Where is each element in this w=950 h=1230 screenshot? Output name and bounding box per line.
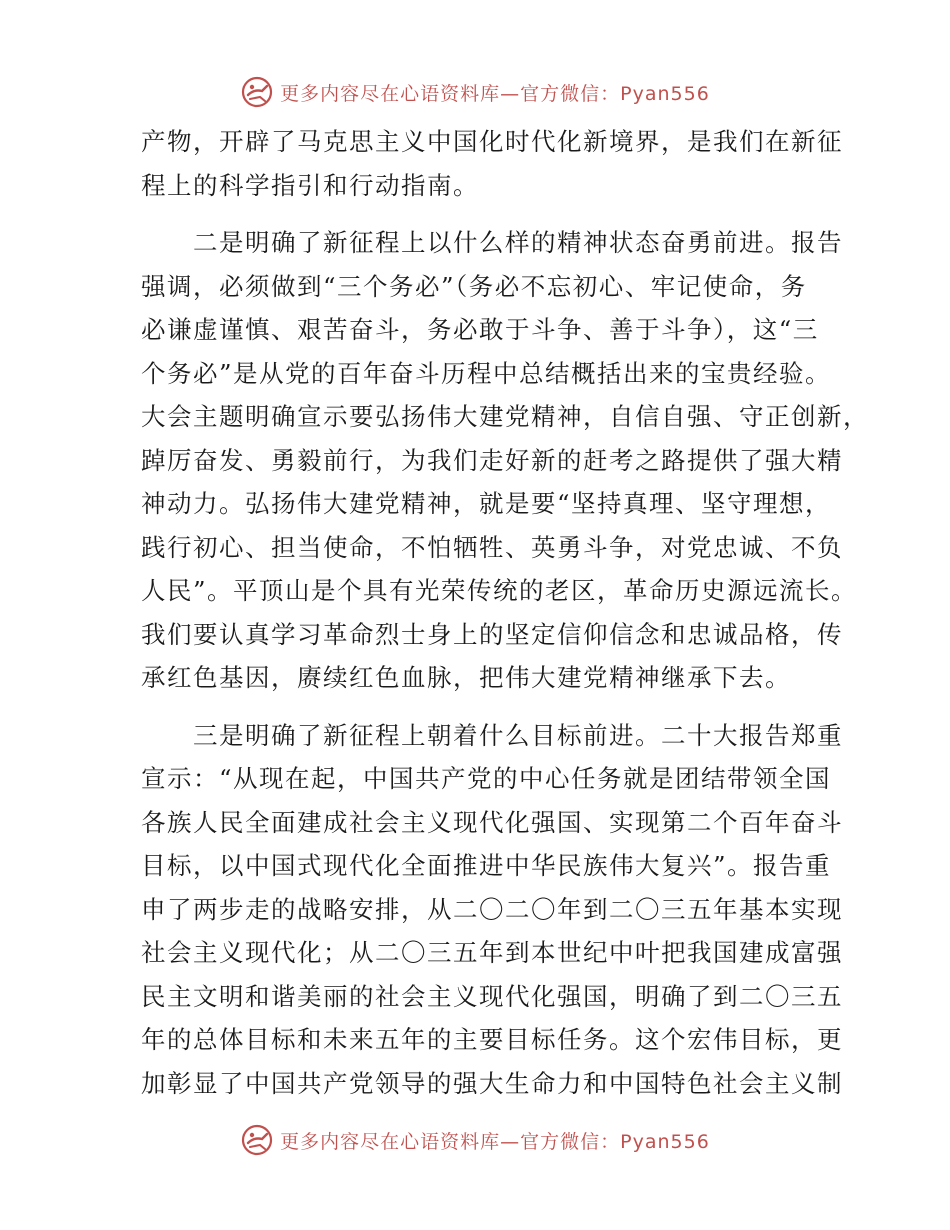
text-line: 民主文明和谐美丽的社会主义现代化强国，明确了到二〇三五 — [141, 981, 843, 1011]
footer-watermark-text: 更多内容尽在心语资料库—官方微信：Pyan556 — [280, 1130, 710, 1153]
paragraph-2 — [141, 221, 869, 700]
text-line: 年的总体目标和未来五年的主要目标任务。这个宏伟目标，更 — [141, 1025, 843, 1054]
text-line: 强调，必须做到“三个务必”（务必不忘初心、牢记使命，务 — [141, 271, 807, 301]
footer-watermark — [0, 1120, 950, 1160]
text-line: 人民”。平顶山是个具有光荣传统的老区，革命历史源远流长。 — [141, 576, 858, 605]
text-line: 目标，以中国式现代化全面推进中华民族伟大复兴”。报告重 — [141, 851, 832, 880]
text-line: 申了两步走的战略安排，从二〇二〇年到二〇三五年基本实现 — [141, 894, 843, 924]
text-line: 个务必”是从党的百年奋斗历程中总结概括出来的宝贵经验。 — [141, 358, 832, 388]
text-line: 踔厉奋发、勇毅前行，为我们走好新的赶考之路提供了强大精 — [141, 445, 843, 475]
text-line: 我们要认真学习革命烈士身上的坚定信仰信念和忠诚品格，传 — [141, 619, 843, 649]
text-line: 三是明确了新征程上朝着什么目标前进。二十大报告郑重 — [141, 720, 843, 750]
text-line: 产物，开辟了马克思主义中国化时代化新境界，是我们在新征 — [141, 127, 843, 156]
text-line: 必谦虚谨慎、艰苦奋斗，务必敢于斗争、善于斗争），这“三 — [141, 315, 819, 344]
book-pen-logo-icon — [240, 75, 274, 109]
book-pen-logo-icon — [240, 1123, 274, 1157]
header-watermark-text: 更多内容尽在心语资料库—官方微信：Pyan556 — [280, 82, 710, 105]
text-line: 加彰显了中国共产党领导的强大生命力和中国特色社会主义制 — [141, 1068, 843, 1098]
paragraph-3 — [141, 714, 843, 1106]
text-line: 大会主题明确宣示要弘扬伟大建党精神，自信自强、守正创新， — [141, 402, 869, 431]
text-line: 神动力。弘扬伟大建党精神，就是要“坚持真理、坚守理想， — [141, 489, 832, 518]
text-line: 社会主义现代化；从二〇三五年到本世纪中叶把我国建成富强 — [141, 938, 843, 967]
text-line: 程上的科学指引和行动指南。 — [141, 170, 479, 200]
text-line: 二是明确了新征程上以什么样的精神状态奋勇前进。报告 — [141, 228, 843, 257]
text-line: 各族人民全面建成社会主义现代化强国、实现第二个百年奋斗 — [141, 807, 843, 837]
text-line: 承红色基因，赓续红色血脉，把伟大建党精神继承下去。 — [141, 663, 791, 692]
header-watermark — [0, 72, 950, 112]
document-body — [141, 120, 869, 1105]
paragraph-1 — [141, 120, 843, 207]
text-line: 宣示：“从现在起，中国共产党的中心任务就是团结带领全国 — [141, 764, 832, 793]
text-line: 践行初心、担当使命，不怕牺牲、英勇斗争，对党忠诚、不负 — [141, 532, 843, 562]
